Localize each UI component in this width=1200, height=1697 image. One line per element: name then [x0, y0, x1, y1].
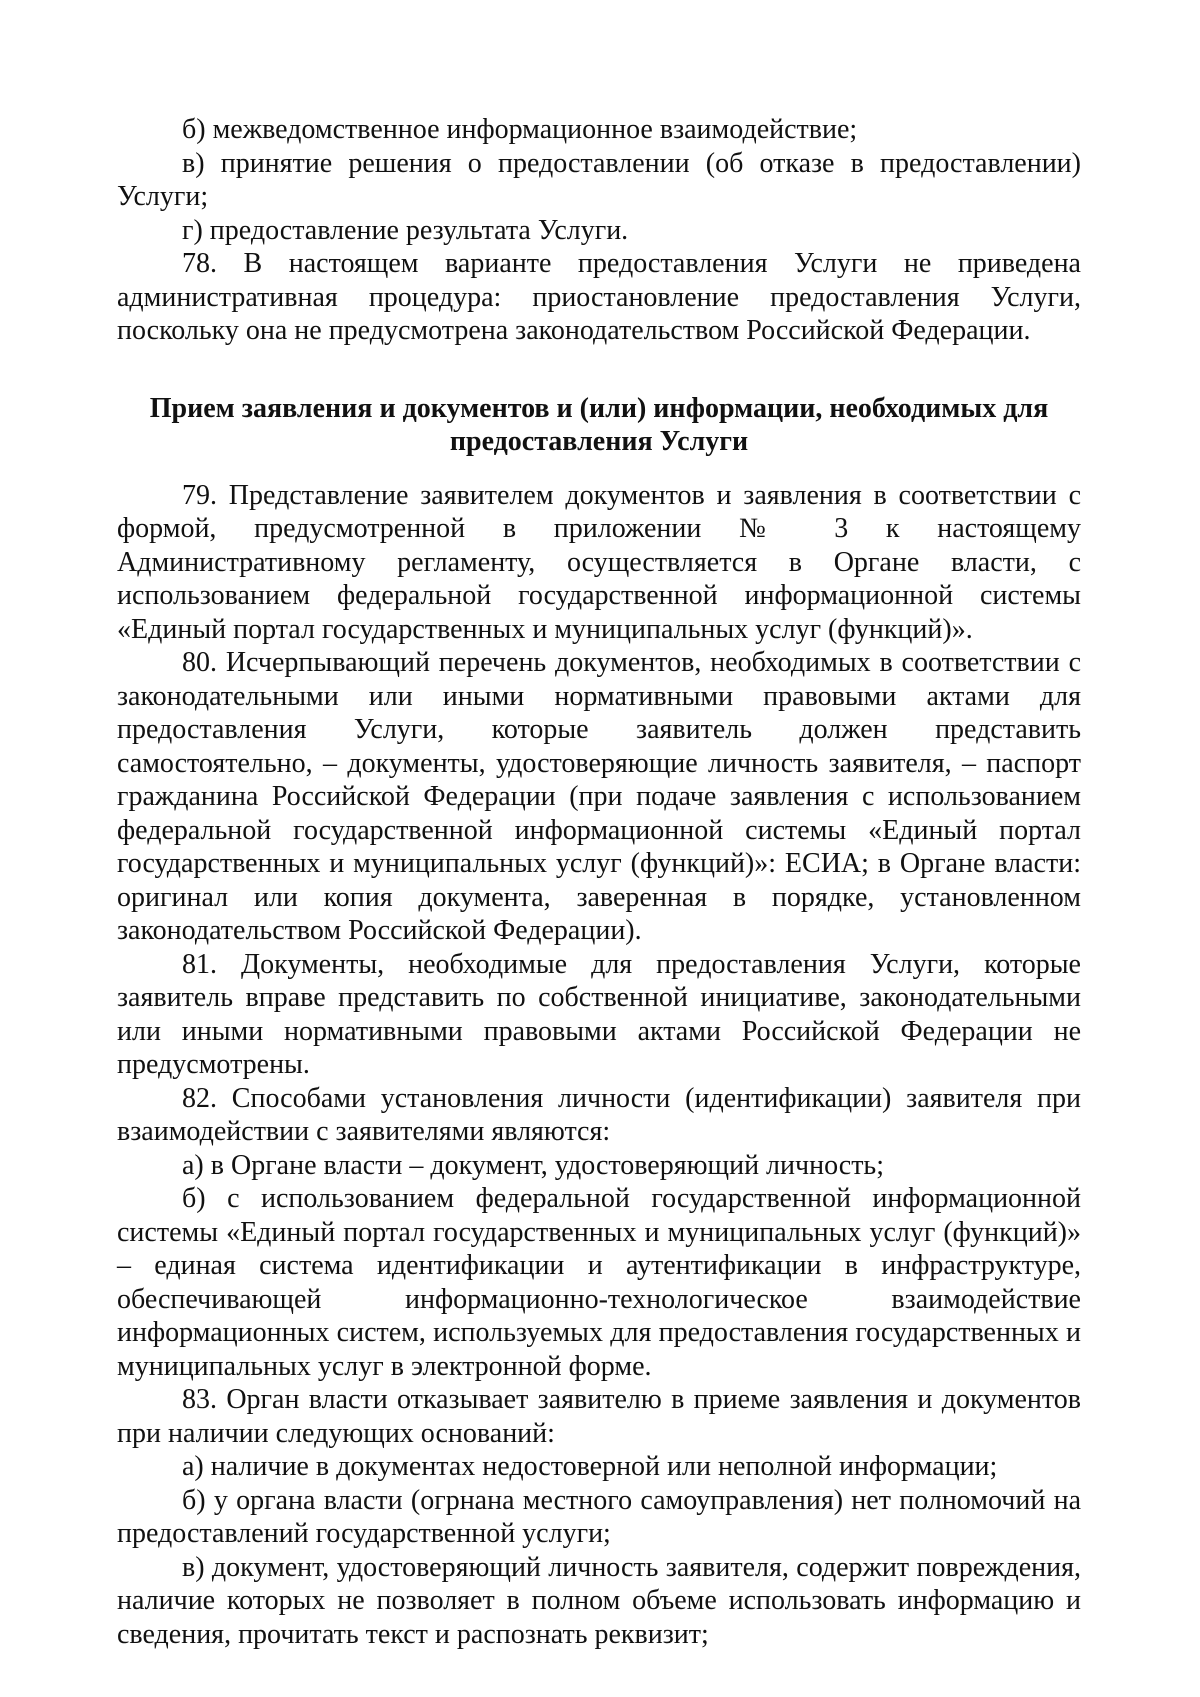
section-heading-line1: Прием заявления и документов и (или) информации, необходимых для	[149, 392, 1049, 424]
list-item-83a: а) наличие в документах недостоверной или неполной информации;	[182, 1451, 998, 1482]
paragraph-80: 80. Исчерпывающий перечень документов, необходимых в соответствии с законодательными или иными нормативными правовыми актами для предоставления Услуги, которые заявитель должен представить самостоятельно, – документы, удостоверяющие личность заявителя, – паспорт гражданина Российской Федерации (при подаче заявления с использованием федеральной государственной информационной системы «Единый портал государственных и муниципальных услуг (функций)»: ЕСИА; в Органе власти: оригинал или копия документа, заверенная в порядке, установленном законодательством Российской Федерации).	[117, 647, 1081, 946]
paragraph-82: 82. Способами установления личности (идентификации) заявителя при взаимодействии с заявителями являются:	[117, 1082, 1081, 1147]
section-heading	[117, 392, 1081, 459]
list-item-82a: а) в Органе власти – документ, удостоверяющий личность;	[182, 1149, 884, 1181]
list-item-v: в) принятие решения о предоставлении (об отказе в предоставлении) Услуги;	[117, 147, 1081, 212]
paragraph-83: 83. Орган власти отказывает заявителю в приеме заявления и документов при наличии следующих оснований:	[117, 1384, 1081, 1449]
paragraph-79: 79. Представление заявителем документов и заявления в соответствии с формой, предусмотренной в приложении № 3 к настоящему Административному регламенту, осуществляется в Органе власти, с использованием федеральной государственной информационной системы «Единый портал государственных и муниципальных услуг (функций)».	[117, 479, 1081, 645]
section-heading-line2: предоставления Услуги	[449, 426, 749, 457]
list-item-83b: б) у органа власти (огрнана местного самоуправления) нет полномочий на предоставлений государственной услуги;	[117, 1484, 1081, 1549]
list-item-g: г) предоставление результата Услуги.	[182, 214, 629, 246]
paragraph-81: 81. Документы, необходимые для предоставления Услуги, которые заявитель вправе представить по собственной инициативе, законодательными или иными нормативными правовыми актами Российской Федерации не предусмотрены.	[117, 948, 1081, 1080]
list-item-83v: в) документ, удостоверяющий личность заявителя, содержит повреждения, наличие которых не позволяет в полном объеме использовать информацию и сведения, прочитать текст и распознать реквизит;	[117, 1551, 1081, 1650]
list-item-82b: б) с использованием федеральной государственной информационной системы «Единый портал государственных и муниципальных услуг (функций)» – единая система идентификации и аутентификации в инфраструктуре, обеспечивающей информационно-технологическое взаимодействие информационных систем, используемых для предоставления государственных и муниципальных услуг в электронной форме.	[117, 1183, 1081, 1382]
paragraph-78: 78. В настоящем варианте предоставления Услуги не приведена административная процедура: приостановление предоставления Услуги, поскольку она не предусмотрена законодательством Российской Федерации.	[117, 248, 1081, 346]
document-page	[117, 113, 1081, 1651]
list-item-b: б) межведомственное информационное взаимодействие;	[182, 114, 858, 145]
